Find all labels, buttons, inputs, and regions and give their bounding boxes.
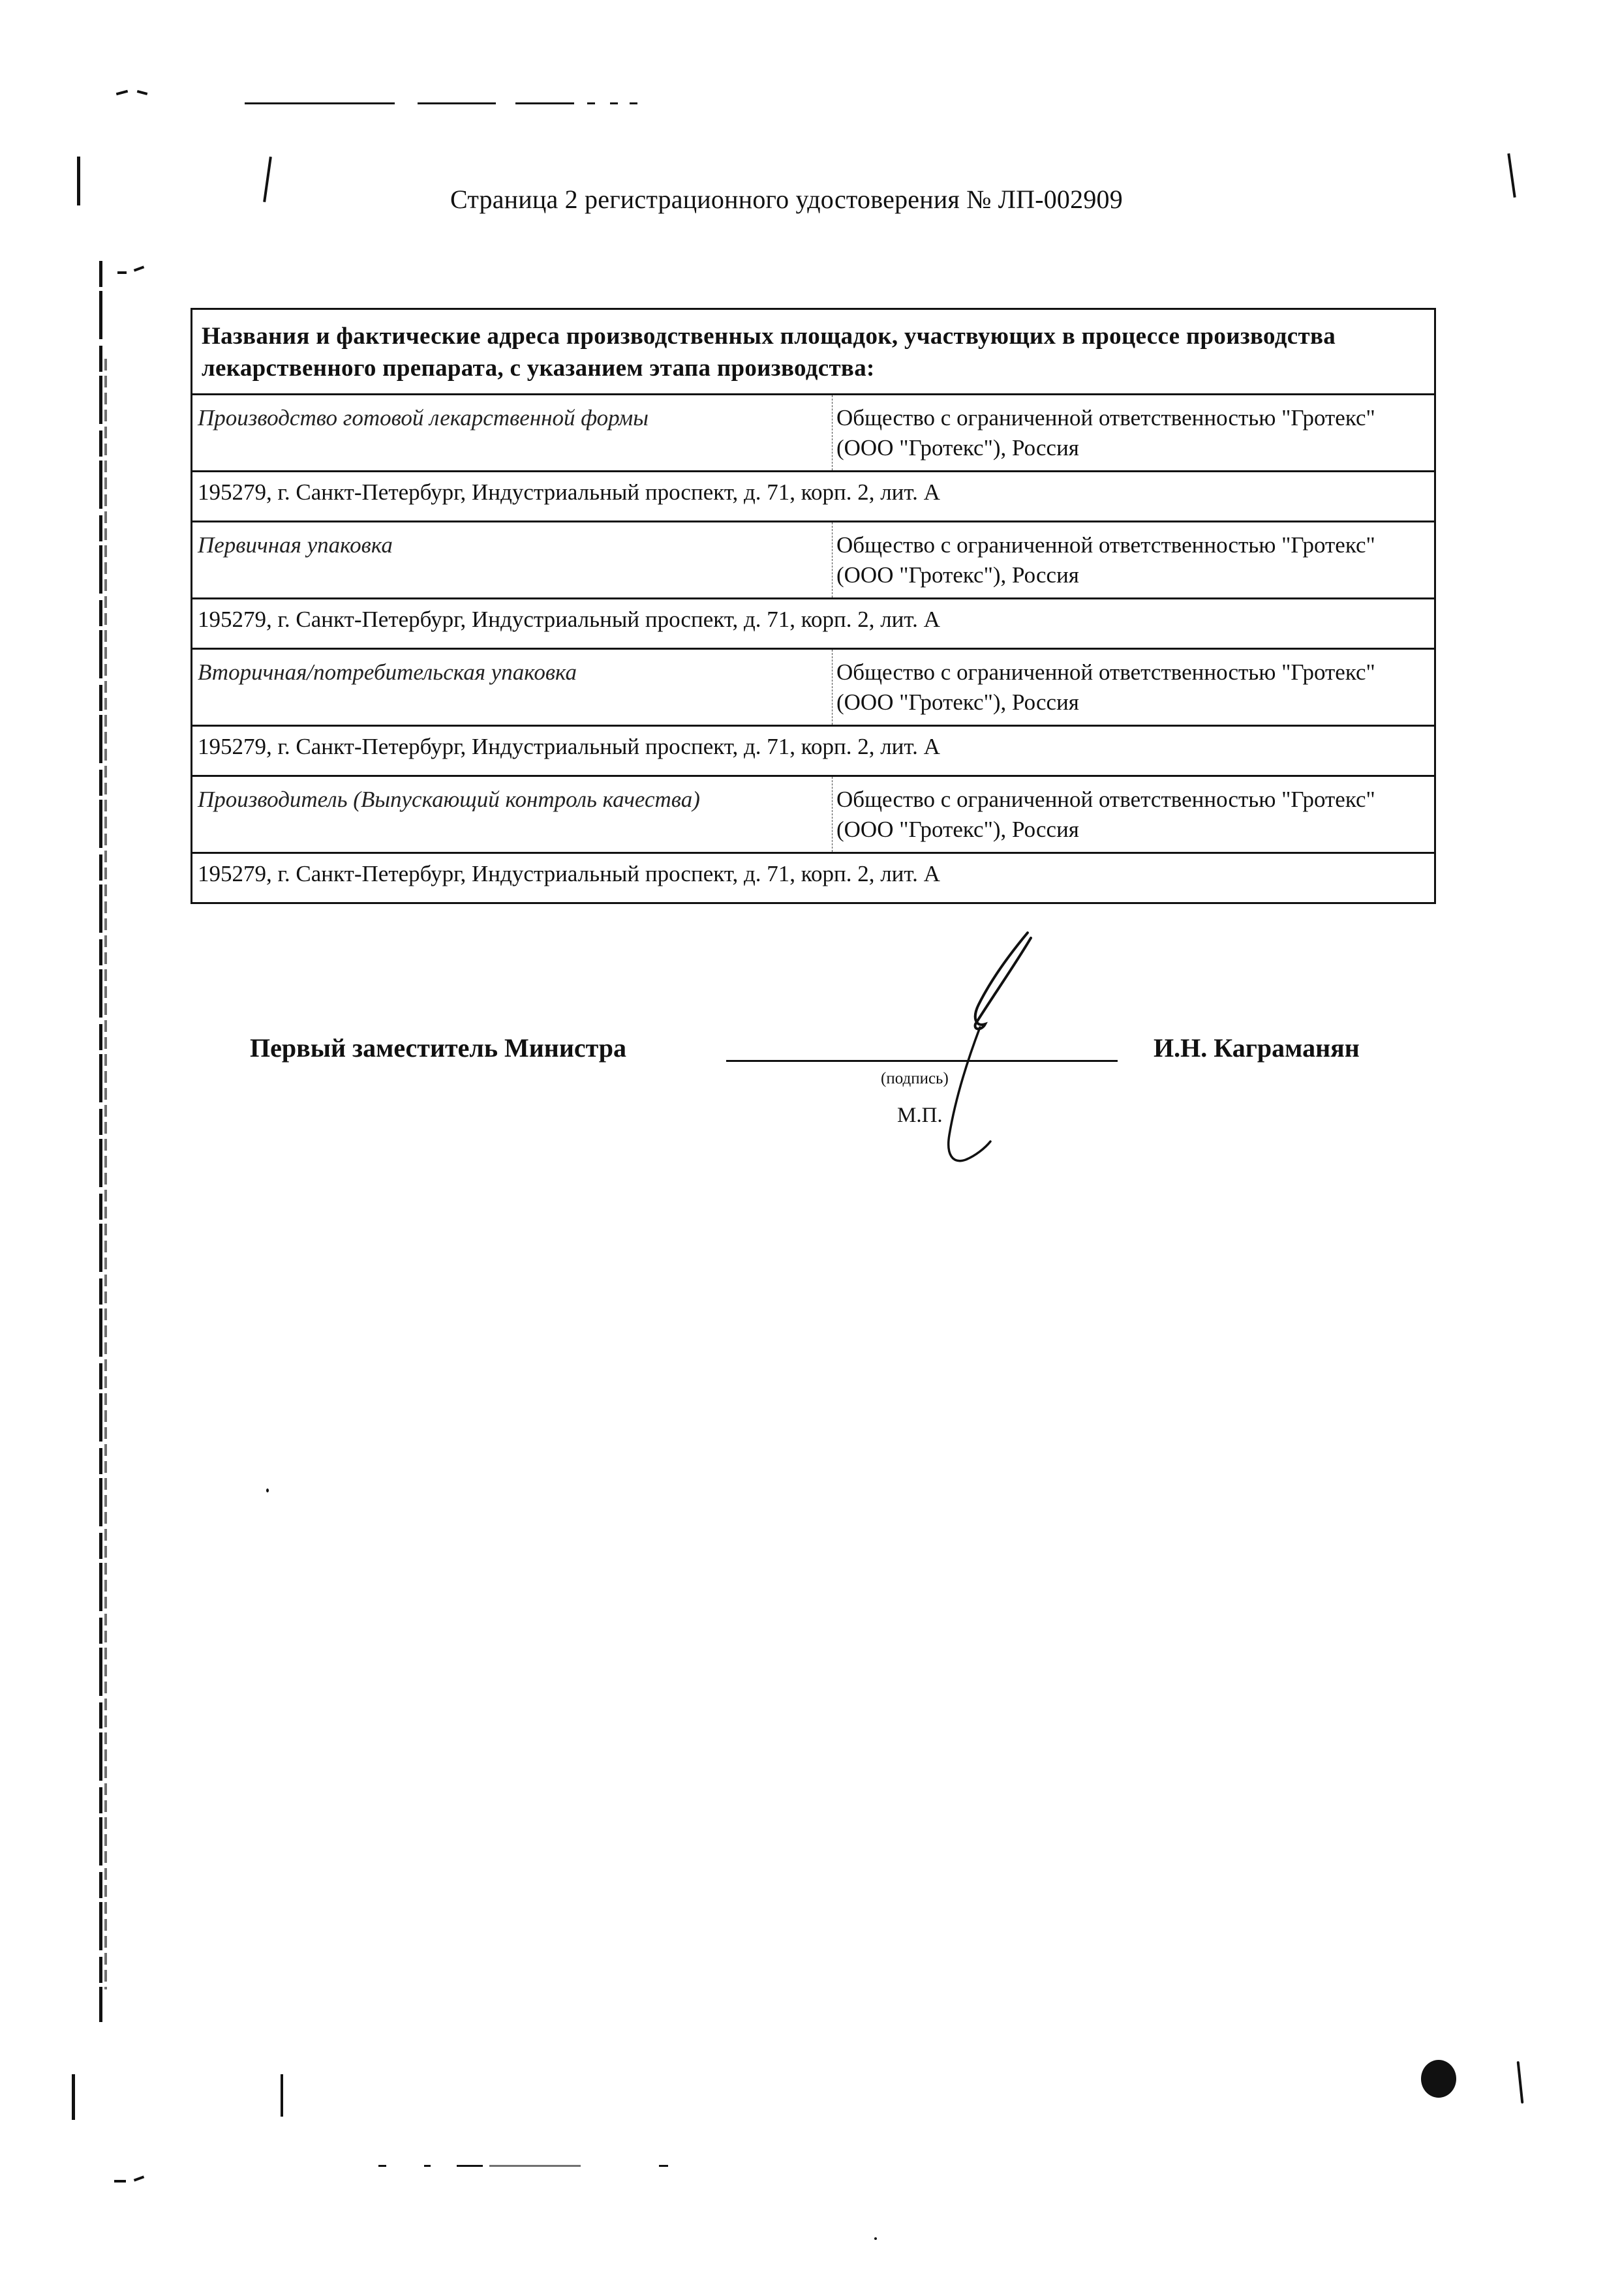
scan-artifact-line xyxy=(378,2165,386,2167)
scan-artifact-mark xyxy=(116,90,128,96)
scan-artifact-line xyxy=(659,2165,668,2167)
scan-bracket-artifact xyxy=(281,2074,283,2117)
table-row-address xyxy=(192,472,1435,522)
table-row-stage xyxy=(192,522,1435,599)
address-cell: 195279, г. Санкт-Петербург, Индустриальный проспект, д. 71, корп. 2, лит. А xyxy=(192,853,1435,903)
scan-artifact-mark xyxy=(114,2180,126,2183)
signer-position: Первый заместитель Министра xyxy=(250,1033,627,1063)
scan-edge-artifact xyxy=(104,359,107,1989)
address-cell: 195279, г. Санкт-Петербург, Индустриальный проспект, д. 71, корп. 2, лит. А xyxy=(192,726,1435,776)
signer-name: И.Н. Каграманян xyxy=(1154,1033,1360,1063)
company-cell: Общество с ограниченной ответственностью "Гротекс" (ООО "Гротекс"), Россия xyxy=(833,649,1435,726)
scan-artifact-mark xyxy=(134,265,144,271)
scan-artifact-line xyxy=(587,102,595,104)
table-header-row xyxy=(192,309,1435,395)
address-cell: 195279, г. Санкт-Петербург, Индустриальный проспект, д. 71, корп. 2, лит. А xyxy=(192,472,1435,522)
scan-artifact-mark xyxy=(117,271,127,274)
scan-artifact-line xyxy=(515,102,574,104)
scan-bracket-artifact xyxy=(72,2074,75,2120)
production-sites-table xyxy=(191,308,1436,904)
table-row-stage xyxy=(192,395,1435,472)
table-row-address xyxy=(192,853,1435,903)
scan-artifact-line xyxy=(418,102,496,104)
stage-cell: Вторичная/потребительская упаковка xyxy=(192,649,833,726)
scan-artifact-line xyxy=(630,102,637,104)
stage-cell: Производство готовой лекарственной формы xyxy=(192,395,833,472)
company-cell: Общество с ограниченной ответственностью "Гротекс" (ООО "Гротекс"), Россия xyxy=(833,776,1435,853)
scan-artifact-line xyxy=(245,102,395,104)
scan-artifact-line xyxy=(489,2165,581,2167)
page-title: Страница 2 регистрационного удостоверения № ЛП-002909 xyxy=(450,185,1123,214)
handwritten-signature-icon xyxy=(894,926,1063,1168)
scan-artifact-line xyxy=(457,2165,483,2167)
company-cell: Общество с ограниченной ответственностью "Гротекс" (ООО "Гротекс"), Россия xyxy=(833,395,1435,472)
scan-artifact-line xyxy=(610,102,618,104)
scan-artifact-dot xyxy=(266,1488,269,1492)
stage-cell: Первичная упаковка xyxy=(192,522,833,599)
table-row-stage xyxy=(192,649,1435,726)
table-row-address xyxy=(192,599,1435,649)
table-header: Названия и фактические адреса производственных площадок, участвующих в процессе производства лекарственного препарата, с указанием этапа производства: xyxy=(192,309,1435,395)
scan-edge-artifact xyxy=(99,261,102,2022)
scan-bracket-artifact xyxy=(1517,2061,1524,2104)
scan-blot-artifact xyxy=(1421,2060,1456,2098)
address-cell: 195279, г. Санкт-Петербург, Индустриальный проспект, д. 71, корп. 2, лит. А xyxy=(192,599,1435,649)
table-row-address xyxy=(192,726,1435,776)
scan-artifact-line xyxy=(424,2165,431,2167)
company-cell: Общество с ограниченной ответственностью "Гротекс" (ООО "Гротекс"), Россия xyxy=(833,522,1435,599)
scan-bracket-artifact xyxy=(77,157,80,205)
seal-mark: М.П. xyxy=(897,1104,943,1127)
table-row-stage xyxy=(192,776,1435,853)
scan-bracket-artifact xyxy=(263,157,272,202)
signature-caption: (подпись) xyxy=(881,1070,949,1087)
scan-artifact-mark xyxy=(137,90,147,95)
scan-artifact-mark xyxy=(134,2175,144,2181)
stage-cell: Производитель (Выпускающий контроль качества) xyxy=(192,776,833,853)
scan-bracket-artifact xyxy=(1507,153,1516,198)
scan-artifact-dot xyxy=(874,2237,877,2240)
